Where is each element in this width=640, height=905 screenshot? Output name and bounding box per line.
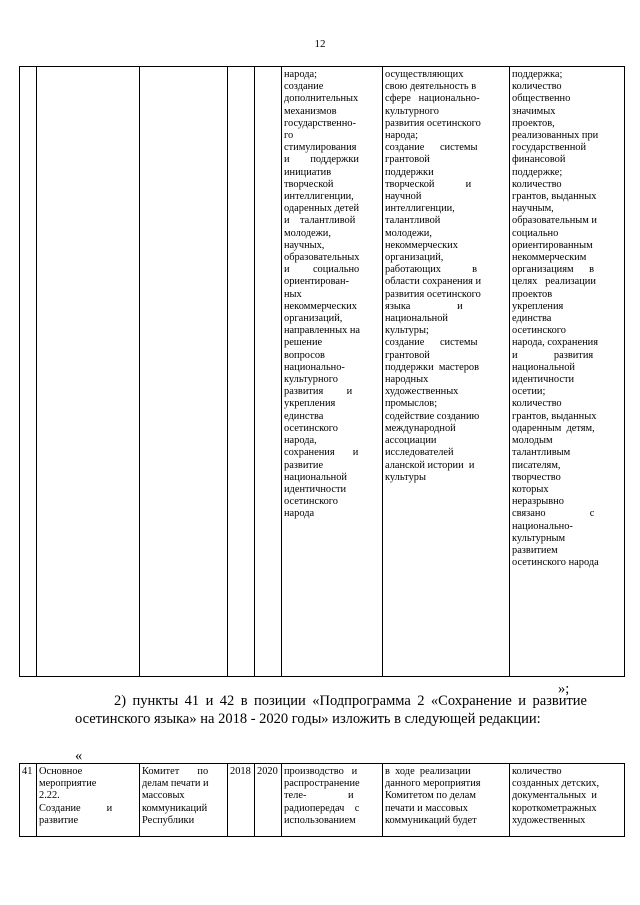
content-text: производство и распространение теле- и радиопередач с использованием — [284, 766, 360, 826]
cell-measure-name — [37, 67, 140, 677]
cell-expected-result — [383, 67, 510, 677]
page-number: 12 — [314, 38, 326, 50]
cell-number: 41 — [20, 764, 37, 837]
cell-year-end — [255, 67, 282, 677]
cell-indicators — [510, 67, 625, 677]
cell-number — [20, 67, 37, 677]
cell-content — [282, 67, 383, 677]
program-table-new-row — [19, 763, 625, 837]
cell-measure-name — [37, 764, 140, 837]
cell-year-start: 2018 — [228, 764, 255, 837]
cell-executor — [140, 764, 228, 837]
cell-year-start — [228, 67, 255, 677]
closing-quote: »; — [558, 681, 570, 697]
expected-result-text: в ходе реализации данного мероприятия Комитетом по делам печати и массовых коммуникаций будет — [385, 766, 481, 826]
executor-text: Комитет по делам печати и массовых коммуникаций Республики — [142, 766, 209, 826]
cell-content — [282, 764, 383, 837]
expected-result-text: осуществляющих свою деятельность в сфере национально- культурного развития осетинского народа; создание системы грантовой поддержки творческой и научной интеллигенции, талантливой молодежи, некоммерческих организаций, работающих в области сохранения и развития осетинского языка и национальной культуры; создание системы грантовой поддержки мастеров народных художественных промыслов; содействие созданию международной ассоциации исследователей аланской истории и культуры — [385, 69, 482, 483]
cell-expected-result — [383, 764, 510, 837]
content-text: народа; создание дополнительных механизмов государственно- го стимулирования и поддержки инициатив творческой интеллигенции, одаренных детей и талантливой молодежи, научных, образовательных и социально ориентирован- ных некоммерческих организаций, направленных на решение вопросов национально- культурного развития и укрепления единства осетинского народа, сохранения и развитие национальной идентичности осетинского народа — [284, 69, 361, 520]
opening-quote: « — [75, 748, 83, 764]
cell-executor — [140, 67, 228, 677]
indicators-text: поддержка; количество общественно значимых проектов, реализованных при государственной финансовой поддержке; количество грантов, выданных научным, образовательным и социально ориентированным некоммерческим организациям в целях реализации проектов укрепления единства осетинского народа, сохранения и развития национальной идентичности осетии; количество грантов, выданных одаренным детям, молодым талантливым писателям, творчество которых неразрывно связано с национально- культурным развитием осетинского народа — [512, 69, 599, 569]
indicators-text: количество созданных детских, документальных и короткометражных художественных — [512, 766, 600, 826]
program-table-continuation — [19, 66, 625, 677]
cell-indicators — [510, 764, 625, 837]
amendment-paragraph: 2) пункты 41 и 42 в позиции «Подпрограмма 2 «Сохранение и развитие осетинского языка» на 2018 - 2020 годы» изложить в следующей редакции: — [75, 693, 587, 727]
measure-name-text: Основное мероприятие 2.22. Создание и развитие — [39, 766, 113, 826]
cell-year-end: 2020 — [255, 764, 282, 837]
